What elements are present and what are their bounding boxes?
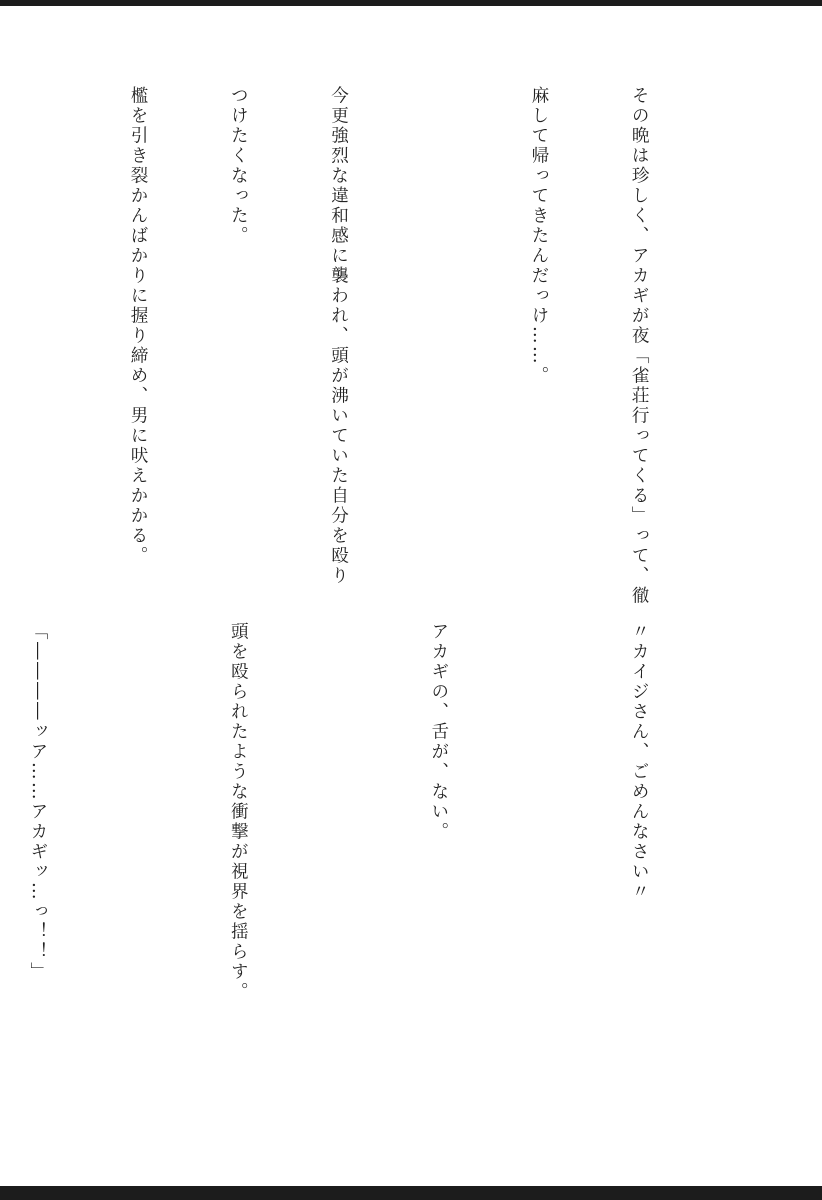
text-column: 麻して帰ってきたんだっけ……。 <box>528 86 549 386</box>
text-column: その晩は珍しく、アカギが夜「雀荘行ってくる」って、徹 <box>629 86 650 606</box>
text-column <box>321 622 354 1122</box>
upper-text-block <box>0 86 722 606</box>
text-column <box>121 622 154 1122</box>
text-column: つけたくなった。 <box>228 86 249 246</box>
text-column <box>20 86 53 586</box>
dialogue-column: 「――――ッア……アカギッ…っ！！」 <box>27 622 48 982</box>
text-column: アカギの、舌が、ない。 <box>428 622 449 842</box>
text-column: 今更強烈な違和感に襲われ、頭が沸いていた自分を殴り <box>328 86 349 586</box>
bottom-border-bar <box>0 1186 822 1200</box>
text-column <box>522 622 555 1122</box>
text-column: 頭を殴られたような衝撃が視界を揺らす。 <box>228 622 249 1002</box>
text-column: 〃カイジさん、ごめんなさい〃 <box>629 622 650 902</box>
text-column <box>421 86 454 586</box>
lower-text-block <box>0 622 722 1122</box>
text-column: 檻を引き裂かんばかりに握り締め、男に吠えかかる。 <box>128 86 149 566</box>
